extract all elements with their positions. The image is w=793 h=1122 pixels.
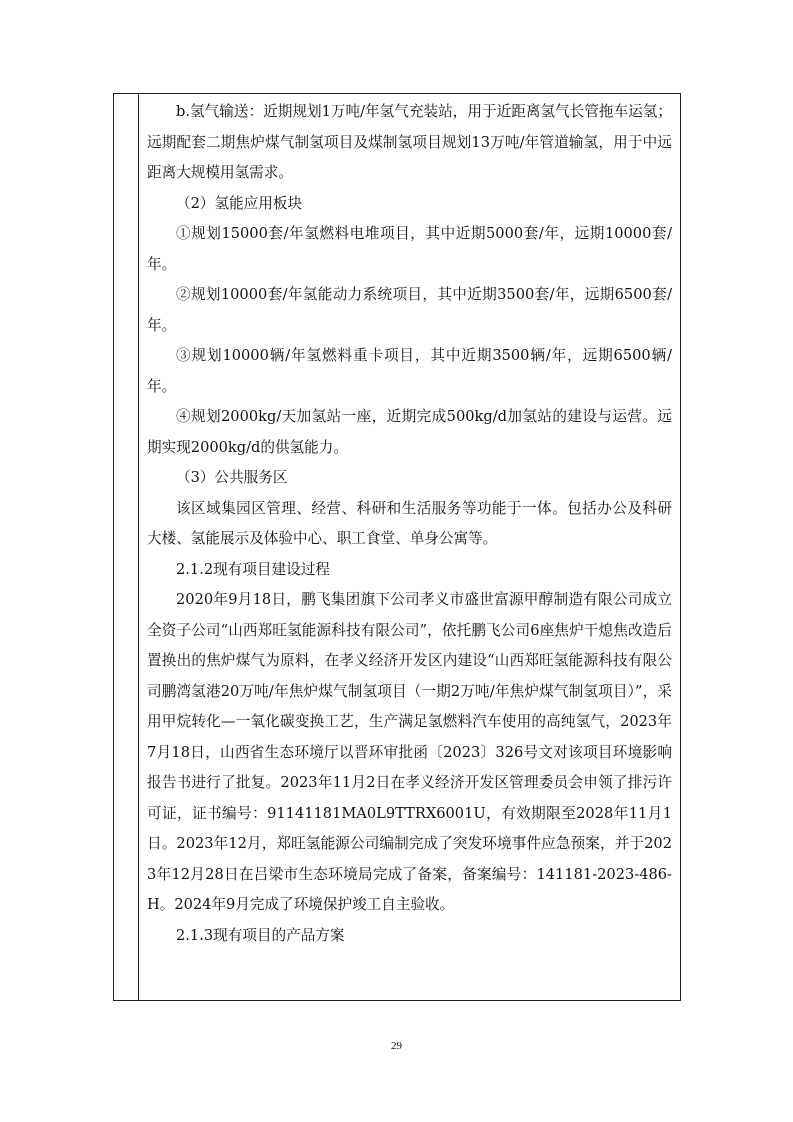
content-table xyxy=(113,93,681,1001)
heading-hydrogen-application: （2）氢能应用板块 xyxy=(176,194,303,212)
heading-product-plan: 2.1.3现有项目的产品方案 xyxy=(176,926,345,944)
paragraph-power-system: ②规划10000套/年氢能动力系统项目，其中近期3500套/年，远期6500套/年。 xyxy=(147,286,672,334)
paragraph-hydrogen-transport: b.氢气输送：近期规划1万吨/年氢气充装站，用于近距离氢气长管拖车运氢；远期配套二期焦炉煤气制氢项目及煤制氢项目规划13万吨/年管道输氢，用于中远距离大规模用氢需求。 xyxy=(147,103,672,181)
paragraph-refueling-station: ④规划2000kg/天加氢站一座，近期完成500kg/d加氢站的建设与运营。远期实现2000kg/d的供氢能力。 xyxy=(147,408,672,456)
left-label-column xyxy=(114,94,139,1000)
paragraph-fuel-cell-stack: ①规划15000套/年氢燃料电堆项目，其中近期5000套/年，远期10000套/年。 xyxy=(147,225,672,273)
content-cell xyxy=(139,94,680,1000)
paragraph-construction-process: 2020年9月18日，鹏飞集团旗下公司孝义市盛世富源甲醇制造有限公司成立全资子公司“山西郑旺氢能源科技有限公司”，依托鹏飞公司6座焦炉干熄焦改造后置换出的焦炉煤气为原料，在孝义经济开发区内建设“山西郑旺氢能源科技有限公司鹏湾氢港20万吨/年焦炉煤气制氢项目（一期2万吨/年焦炉煤气制氢项目）”，采用甲烷转化—一氧化碳变换工艺，生产满足氢燃料汽车使用的高纯氢气，2023年7月18日，山西省生态环境厅以晋环审批函〔2023〕326号文对该项目环境影响报告书进行了批复。2023年11月2日在孝义经济开发区管理委员会申领了排污许可证，证书编号：91141181MA0L9TTRX6001U，有效期限至2028年11月1日。2023年12月，郑旺氢能源公司编制完成了突发环境事件应急预案，并于2023年12月28日在吕梁市生态环境局完成了备案，备案编号：141181-2023-486-H。2024年9月完成了环境保护竣工自主验收。 xyxy=(147,591,672,913)
paragraph-public-service: 该区域集园区管理、经营、科研和生活服务等功能于一体。包括办公及科研大楼、氢能展示及体验中心、职工食堂、单身公寓等。 xyxy=(147,499,672,547)
heading-public-service: （3）公共服务区 xyxy=(176,469,288,486)
paragraph-heavy-truck: ③规划10000辆/年氢燃料重卡项目，其中近期3500辆/年，远期6500辆/年。 xyxy=(147,347,672,395)
heading-construction-process: 2.1.2现有项目建设过程 xyxy=(176,560,330,578)
page-number: 29 xyxy=(391,1040,402,1052)
